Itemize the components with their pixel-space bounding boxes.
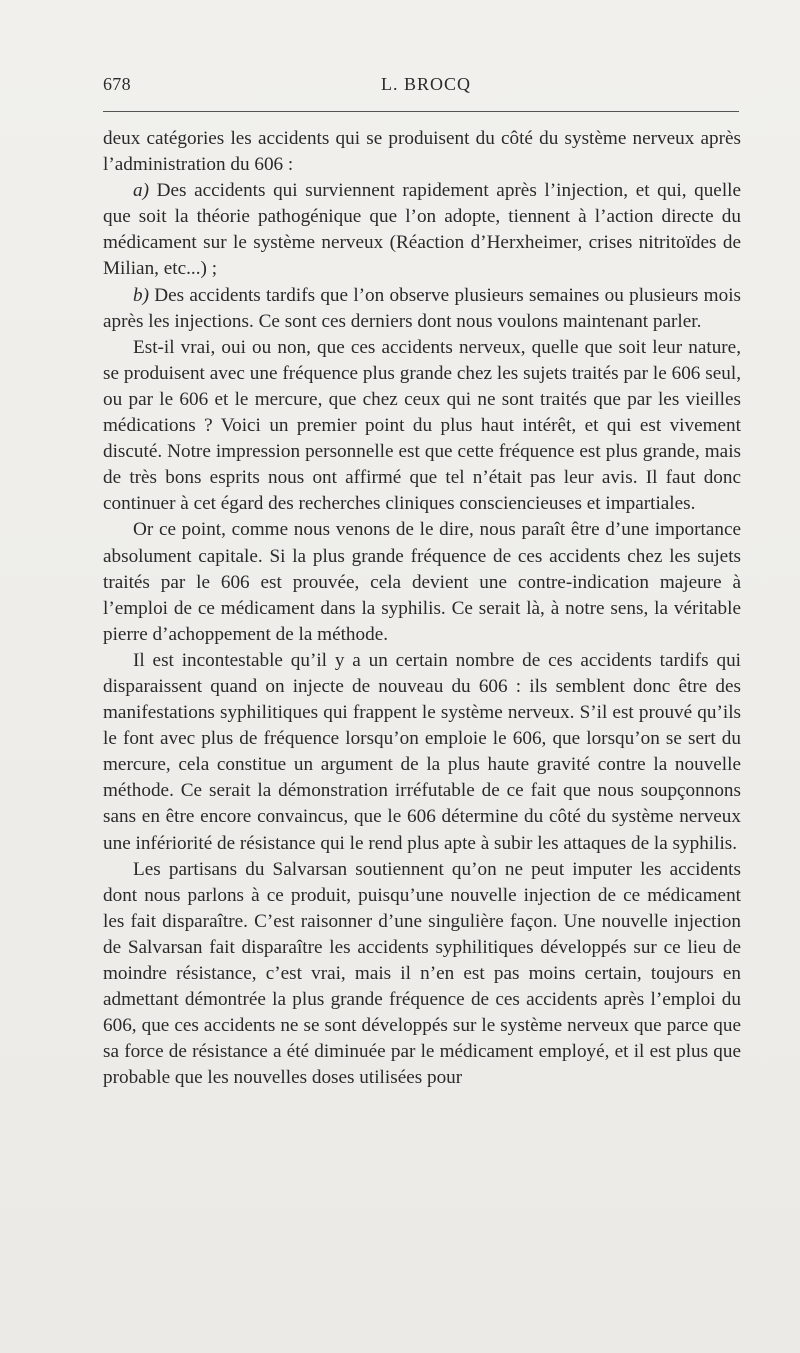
paragraph-item-b bbox=[103, 283, 741, 335]
paragraph-late-accidents: Il est incontestable qu’il y a un certain nombre de ces accidents tardifs qui disparaissent quand on injecte de nouveau du 606 : ils semblent donc être des manifestations syphilitiques qui frappent le système nerveux. S’il est prouvé qu’ils le font avec plus de fréquence lorsqu’on emploie le 606, que lorsqu’on se sert du mercure, cela constitue un argument de la plus haute gravité contre la nouvelle méthode. Ce serait la démonstration irréfutable de ce fait que nous soupçonnons sans en être encore convaincus, que le 606 détermine du côté du système nerveux une infériorité de résistance qui le rend plus apte à subir les attaques de la syphilis. bbox=[103, 649, 741, 854]
paragraph-importance: Or ce point, comme nous venons de le dire, nous paraît être d’une importance absolument capitale. Si la plus grande fréquence de ces accidents chez les sujets traités par le 606 est prouvée, cela devient une contre-indication majeure à l’emploi de ce médicament dans la syphilis. Ce serait là, à notre sens, la véritable pierre d’achoppement de la méthode. bbox=[103, 519, 741, 645]
body-text bbox=[103, 126, 741, 1091]
paragraph-frequency-question: Est-il vrai, oui ou non, que ces accidents nerveux, quelle que soit leur nature, se produisent avec une fréquence plus grande chez les sujets traités par le 606 seul, ou par le 606 et le mercure, que chez ceux qui ne sont traités que par les vieilles médications ? Voici un premier point du plus haut intérêt, et qui est vivement discuté. Notre impression personnelle est que cette fréquence est plus grande, mais de très bons esprits nous ont affirmé que tel n’était pas leur avis. Il faut donc continuer à cet égard des recherches cliniques consciencieuses et impartiales. bbox=[103, 336, 741, 515]
item-b-marker: b) bbox=[133, 284, 149, 306]
paragraph-item-a bbox=[103, 178, 741, 282]
page-number: 678 bbox=[103, 74, 131, 94]
item-a-text: Des accidents qui surviennent rapidement après l’injection, et qui, quelle que soit la théorie pathogénique que l’on adopte, tiennent à l’action directe du médicament sur le système nerveux (Réaction d’Herxheimer, crises nitritoïdes de Milian, etc...) ; bbox=[103, 180, 741, 280]
paragraph-continuation: deux catégories les accidents qui se produisent du côté du système nerveux après l’administration du 606 : bbox=[103, 128, 741, 176]
header-rule bbox=[103, 111, 739, 112]
running-head bbox=[103, 74, 739, 100]
item-b-text: Des accidents tardifs que l’on observe plusieurs semaines ou plusieurs mois après les injections. Ce sont ces derniers dont nous voulons maintenant parler. bbox=[103, 284, 741, 332]
item-a-marker: a) bbox=[133, 180, 149, 202]
running-title: L. BROCQ bbox=[381, 74, 472, 94]
paragraph-salvarsan-partisans: Les partisans du Salvarsan soutiennent qu’on ne peut imputer les accidents dont nous parlons à ce produit, puisqu’une nouvelle injection de ce médicament les fait disparaître. C’est raisonner d’une singulière façon. Une nouvelle injection de Salvarsan fait disparaître les accidents syphilitiques développés sur ce lieu de moindre résistance, c’est vrai, mais il n’en est pas moins certain, toujours en admettant démontrée la plus grande fréquence de ces accidents après l’emploi du 606, que ces accidents ne se sont développés sur le système nerveux que parce que sa force de résistance a été diminuée par le médicament employé, et il est plus que probable que les nouvelles doses utilisées pour bbox=[103, 858, 741, 1089]
